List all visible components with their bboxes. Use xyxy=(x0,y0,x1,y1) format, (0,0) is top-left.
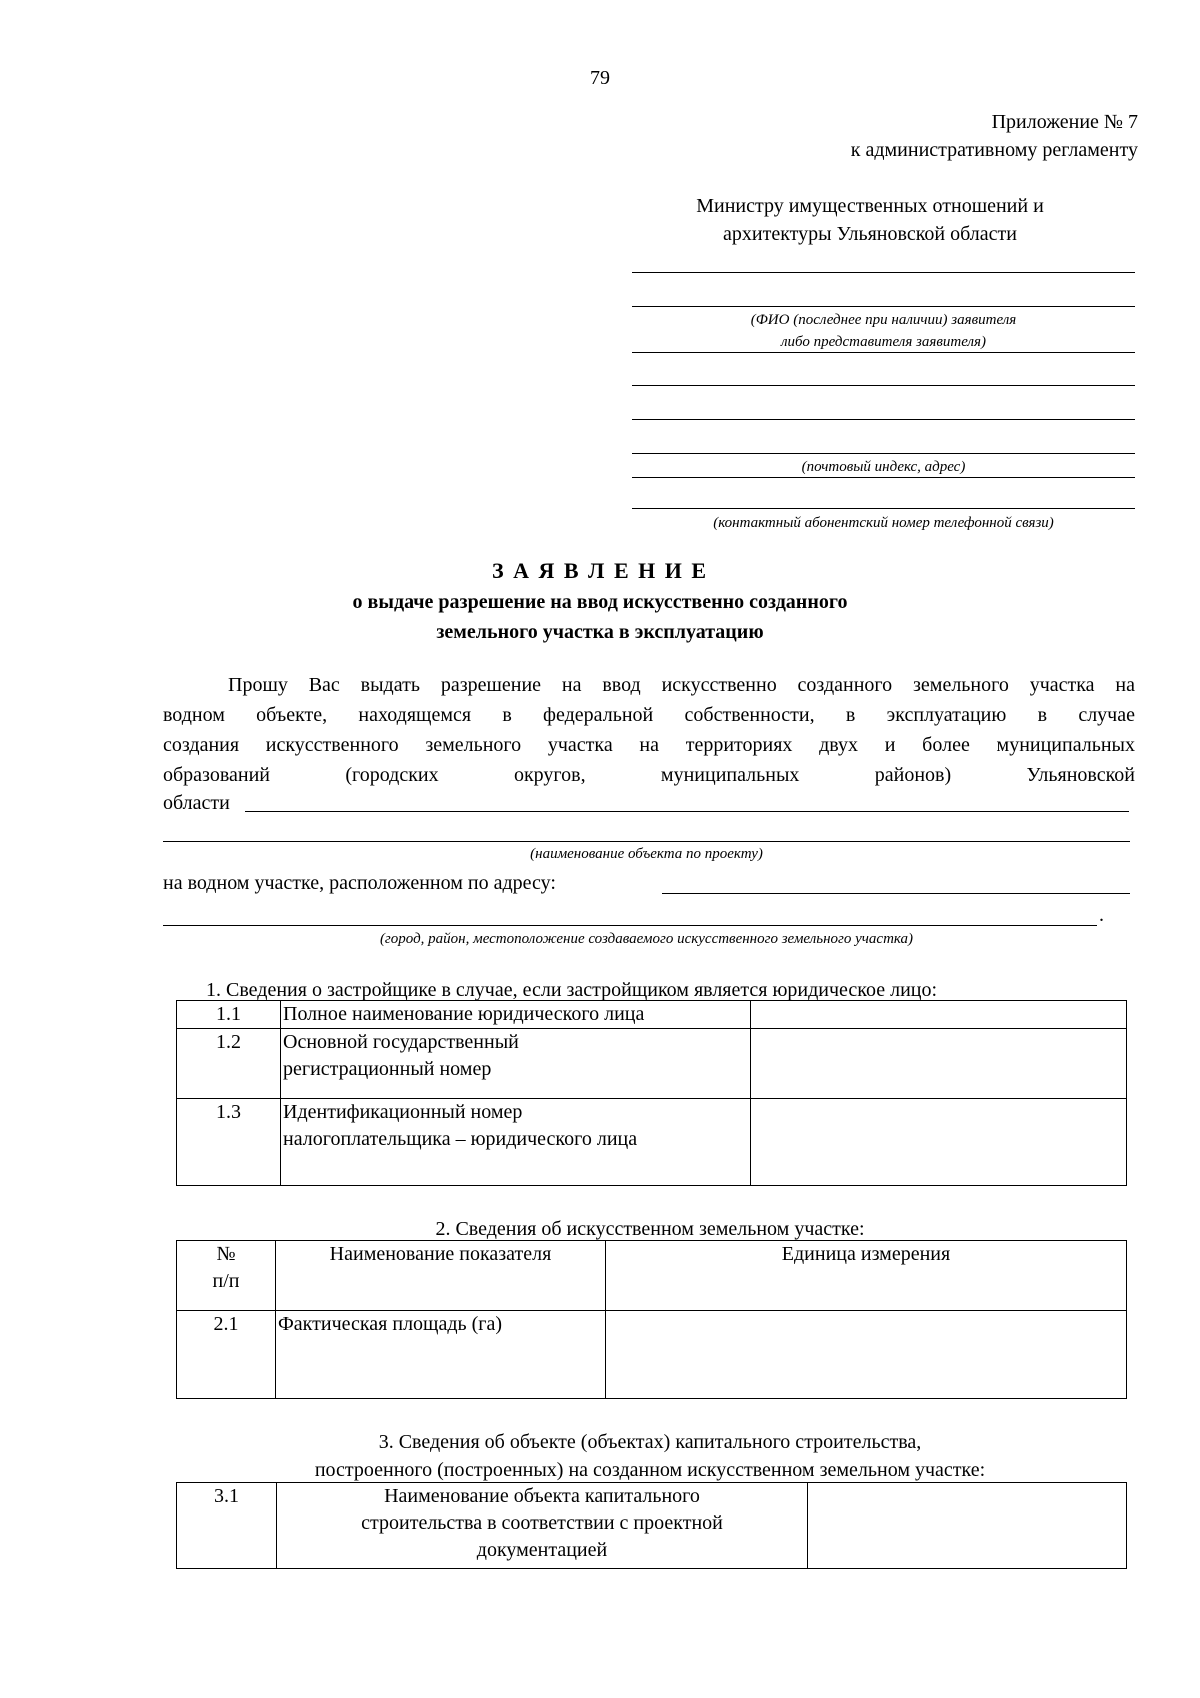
full-name-value-cell[interactable] xyxy=(751,1001,1127,1029)
row-number: 2.1 xyxy=(177,1311,276,1399)
table-row xyxy=(177,1483,1127,1569)
section-1-title: 1. Сведения о застройщике в случае, если застройщиком является юридическое лицо: xyxy=(206,979,938,1001)
document-heading: З А Я В Л Е Н И Е xyxy=(491,558,709,583)
address-caption: (почтовый индекс, адрес) xyxy=(801,459,966,475)
body-line-4: образований (городских округов, муниципальных районов) Ульяновской xyxy=(163,764,1135,786)
address-field-line-2[interactable] xyxy=(632,419,1135,420)
table-row xyxy=(177,1099,1127,1186)
developer-info-table xyxy=(176,1000,1127,1186)
row-number: 1.3 xyxy=(177,1099,281,1186)
inn-value-cell[interactable] xyxy=(751,1099,1127,1186)
row-number: 1.1 xyxy=(177,1001,281,1029)
fio-field-line-2[interactable] xyxy=(632,306,1135,307)
row-label: Полное наименование юридического лица xyxy=(281,1001,751,1029)
section-2-title: 2. Сведения об искусственном земельном участке: xyxy=(435,1218,865,1240)
object-name-caption: (наименование объекта по проекту) xyxy=(530,846,763,862)
document-subtitle-1: о выдаче разрешение на ввод искусственно созданного xyxy=(352,591,848,613)
fio-field-line-3[interactable] xyxy=(632,352,1135,353)
header-indicator: Наименование показателя xyxy=(276,1241,606,1311)
area-value-cell[interactable] xyxy=(606,1311,1127,1399)
fio-field-line-1[interactable] xyxy=(632,272,1135,273)
row-label: Основной государственный регистрационный номер xyxy=(281,1029,751,1099)
body-line-2: водном объекте, находящемся в федеральной собственности, в эксплуатацию в случае xyxy=(163,704,1135,726)
table-row xyxy=(177,1029,1127,1099)
location-caption: (город, район, местоположение создаваемого искусственного земельного участка) xyxy=(379,931,914,947)
document-subtitle-2: земельного участка в эксплуатацию xyxy=(436,621,764,643)
row-label: Фактическая площадь (га) xyxy=(276,1311,606,1399)
address-field-line-4[interactable] xyxy=(632,477,1135,478)
header-num: № п/п xyxy=(177,1241,276,1311)
object-name-field-line-2[interactable] xyxy=(163,841,1130,842)
address-end-period: . xyxy=(1099,904,1104,926)
object-name-value-cell[interactable] xyxy=(808,1483,1127,1569)
capital-construction-table xyxy=(176,1482,1127,1569)
fio-caption-2: либо представителя заявителя) xyxy=(780,334,987,350)
water-address-label: на водном участке, расположенном по адресу: xyxy=(163,872,556,894)
table-row xyxy=(177,1001,1127,1029)
row-number: 1.2 xyxy=(177,1029,281,1099)
header-unit: Единица измерения xyxy=(606,1241,1127,1311)
address-field-line-3[interactable] xyxy=(632,453,1135,454)
registration-number-value-cell[interactable] xyxy=(751,1029,1127,1099)
address-field-line-1[interactable] xyxy=(632,385,1135,386)
land-plot-table xyxy=(176,1240,1127,1399)
water-address-field-line-1[interactable] xyxy=(662,893,1130,894)
body-line-3: создания искусственного земельного участка на территориях двух и более муниципальных xyxy=(163,734,1135,756)
fio-caption-1: (ФИО (последнее при наличии) заявителя xyxy=(750,312,1017,328)
appendix-label: Приложение № 7 xyxy=(991,111,1138,133)
section-3-title-2: построенного (построенных) на созданном искусственном земельном участке: xyxy=(314,1459,986,1481)
row-number: 3.1 xyxy=(177,1483,277,1569)
section-3-title-1: 3. Сведения об объекте (объектах) капитального строительства, xyxy=(378,1431,922,1453)
phone-caption: (контактный абонентский номер телефонной связи) xyxy=(713,515,1054,531)
water-address-field-line-2[interactable] xyxy=(163,925,1097,926)
phone-field-line[interactable] xyxy=(632,508,1135,509)
table-row xyxy=(177,1311,1127,1399)
addressee-line-1: Министру имущественных отношений и xyxy=(696,195,1044,217)
page-number: 79 xyxy=(590,67,610,89)
object-name-field-line-1[interactable] xyxy=(245,811,1129,812)
body-line-1: Прошу Вас выдать разрешение на ввод искусственно созданного земельного участка на xyxy=(228,674,1135,696)
table-header-row xyxy=(177,1241,1127,1311)
row-label: Наименование объекта капитального строительства в соответствии с проектной документацией xyxy=(277,1483,808,1569)
row-label: Идентификационный номер налогоплательщика – юридического лица xyxy=(281,1099,751,1186)
body-line-5: области xyxy=(163,792,230,814)
addressee-line-2: архитектуры Ульяновской области xyxy=(723,223,1017,245)
regulation-label: к административному регламенту xyxy=(850,139,1138,161)
